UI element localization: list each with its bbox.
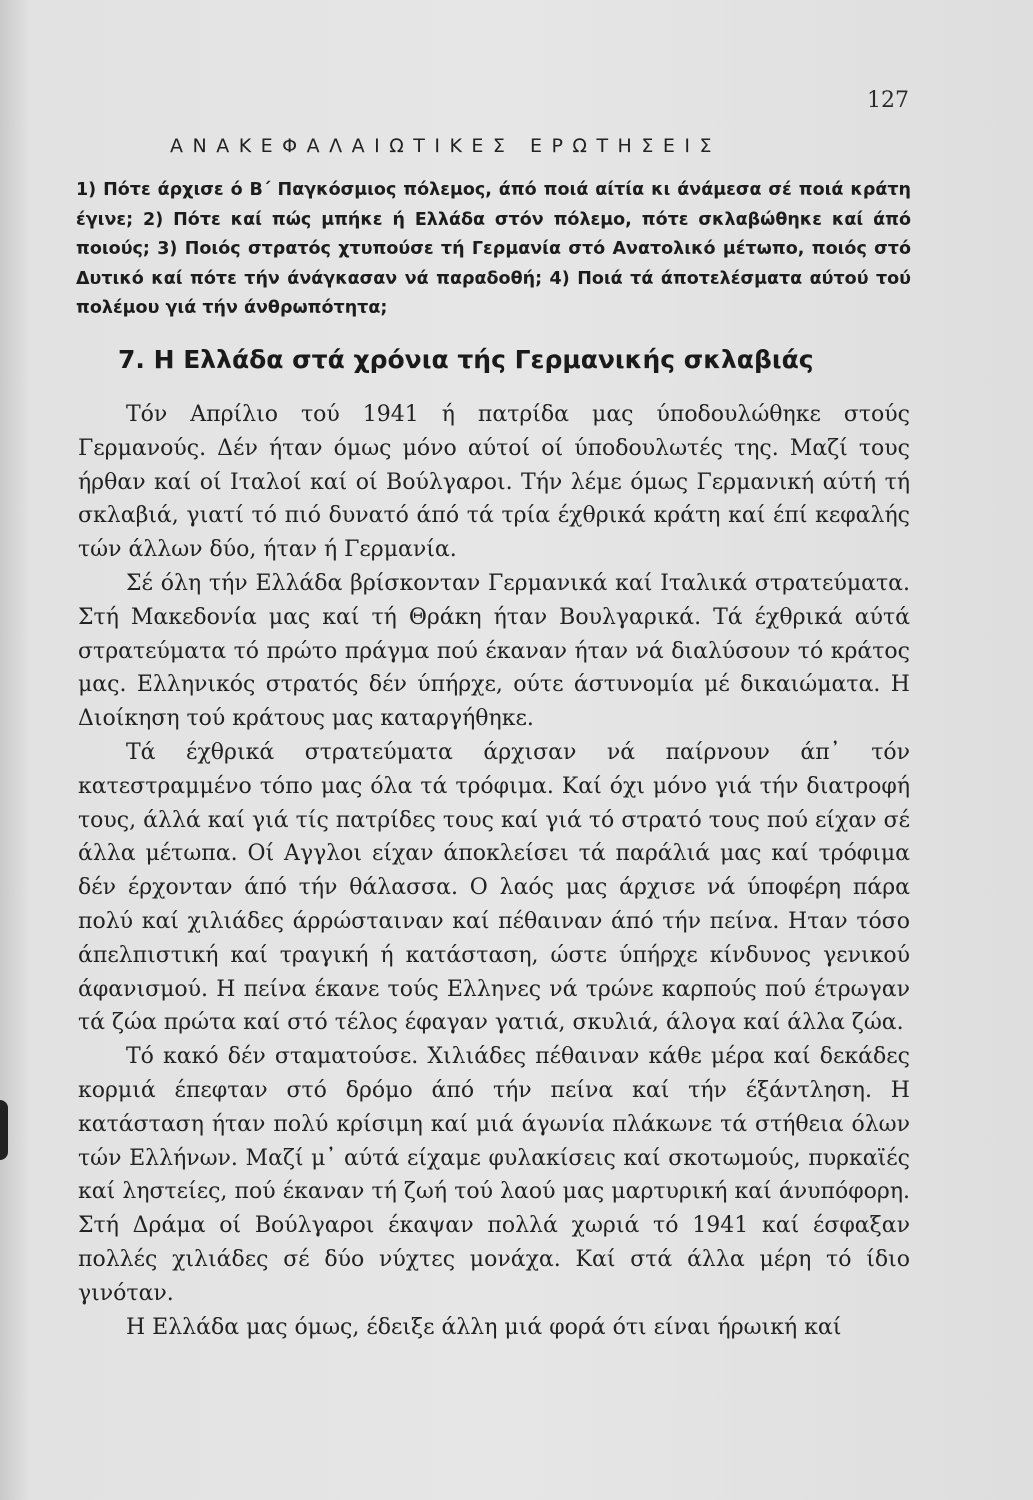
paragraph: Η Ελλάδα μας όμως, έδειξε άλλη μιά φορά ότι είναι ήρωική καί bbox=[126, 1314, 842, 1340]
paragraph: Τά έχθρικά στρατεύματα άρχισαν νά παίρνουν άπ᾽ τόν κατεστραμμένο τόπο μας όλα τά τρόφιμα. Καί όχι μόνο γιά τήν διατροφή τους, άλλά καί γιά τίς πατρίδες τους καί γιά τό στρατό τους πού είχαν σέ άλλα μέτωπα. Οί Αγγλοι είχαν άποκλείσει τά παράλιά μας καί τρόφιμα δέν έρχονταν άπό τήν θάλασσα. Ο λαός μας άρχισε νά ύποφέρη πάρα πολύ καί χιλιάδες άρρώσταιναν καί πέθαιναν άπό τήν πείνα. Ηταν τόσο άπελπιστική καί τραγική ή κατάσταση, ώστε ύπήρχε κίνδυνος γενικού άφανισμού. Η πείνα έκανε τούς Ελληνες νά τρώνε καρπούς πού έτρωγαν τά ζώα πρώτα καί στό τέλος έφαγαν γατιά, σκυλιά, άλογα καί άλλα ζώα. bbox=[78, 739, 910, 1036]
chapter-heading: 7. Η Ελλάδα στά χρόνια τής Γερμανικής σκλαβιάς bbox=[118, 345, 814, 374]
review-questions: 1) Πότε άρχισε ό Β΄ Παγκόσμιος πόλεμος, άπό ποιά αίτία κι άνάμεσα σέ ποιά κράτη έγινε; 2) Πότε καί πώς μπήκε ή Ελλάδα στόν πόλεμο, πότε σκλαβώθηκε καί άπό ποιούς; 3) Ποιός στρατός χτυπούσε τή Γερμανία στό Ανατολικό μέτωπο, ποιός στό Δυτικό καί πότε τήν άνάγκασαν νά παραδοθή; 4) Ποιά τά άποτελέσματα αύτού τού πολέμου γιά τήν άνθρωπότητα; bbox=[76, 180, 911, 318]
review-questions-heading: ΑΝΑΚΕΦΑΛΑΙΩΤΙΚΕΣ ΕΡΩΤΗΣΕΙΣ bbox=[170, 135, 721, 157]
paragraph: Τό κακό δέν σταματούσε. Χιλιάδες πέθαιναν κάθε μέρα καί δεκάδες κορμιά έπεφταν στό δρόμο άπό τήν πείνα καί τήν έξάντληση. Η κατάσταση ήταν πολύ κρίσιμη καί μιά άγωνία πλάκωνε τά στήθεια όλων τών Ελλήνων. Μαζί μ᾽ αύτά είχαμε φυλακίσεις καί σκοτωμούς, πυρκαϊές καί ληστείες, πού έκαναν τή ζωή τού λαού μας μαρτυρική καί άνυπόφορη. Στή Δράμα οί Βούλγαροι έκαψαν πολλά χωριά τό 1941 καί έσφαξαν πολλές χιλιάδες σέ δύο νύχτες μονάχα. Καί στά άλλα μέρη τό ίδιο γινόταν. bbox=[78, 1044, 910, 1306]
chapter-body bbox=[78, 398, 910, 1344]
page-number: 127 bbox=[867, 88, 909, 113]
paragraph: Τόν Απρίλιο τού 1941 ή πατρίδα μας ύποδουλώθηκε στούς Γερμανούς. Δέν ήταν όμως μόνο αύτοί οί ύποδουλωτές της. Μαζί τους ήρθαν καί οί Ιταλοί καί οί Βούλγαροι. Τήν λέμε όμως Γερμανική αύτή τή σκλαβιά, γιατί τό πιό δυνατό άπό τά τρία έχθρικά κράτη καί έπί κεφαλής τών άλλων δύο, ήταν ή Γερμανία. bbox=[78, 402, 910, 563]
paragraph: Σέ όλη τήν Ελλάδα βρίσκονταν Γερμανικά καί Ιταλικά στρατεύματα. Στή Μακεδονία μας καί τή Θράκη ήταν Βουλγαρικά. Τά έχθρικά αύτά στρατεύματα τό πρώτο πράγμα πού έκαναν ήταν νά διαλύσουν τό κράτος μας. Ελληνικός στρατός δέν ύπήρχε, ούτε άστυνομία μέ δικαιώματα. Η Διοίκηση τού κράτους μας καταργήθηκε. bbox=[78, 570, 910, 732]
margin-ink-mark bbox=[0, 1100, 8, 1160]
